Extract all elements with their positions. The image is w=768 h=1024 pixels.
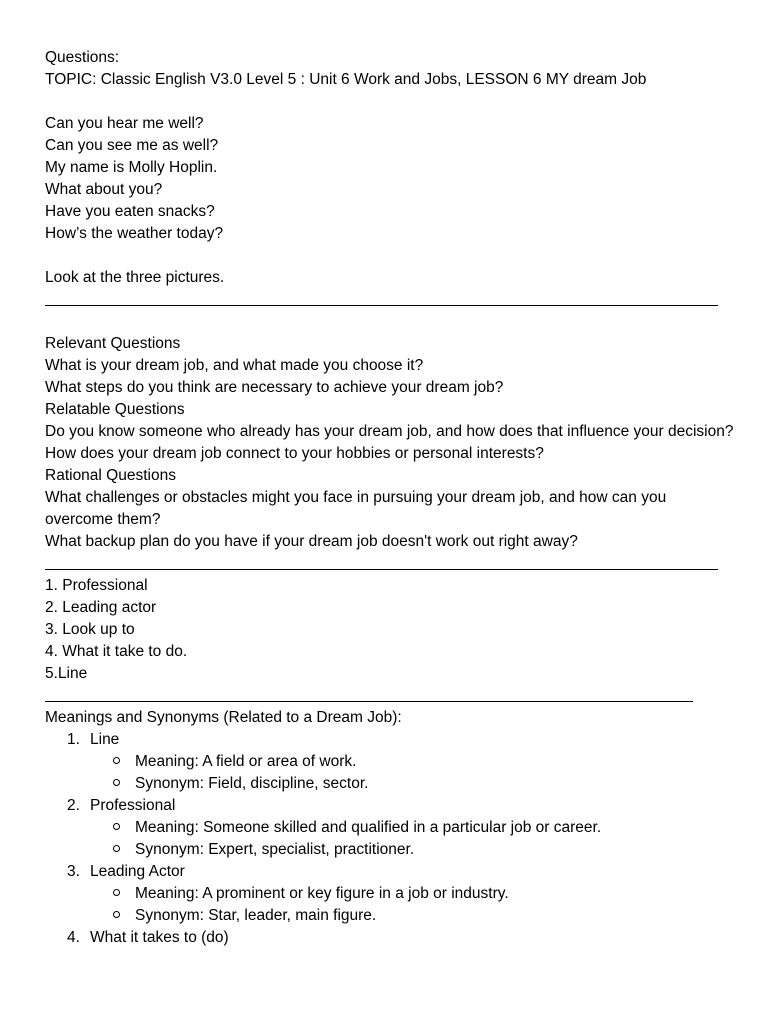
horizontal-rule: [45, 289, 718, 311]
vocab-item: 4. What it take to do.: [45, 643, 188, 660]
meaning-bullet: [45, 817, 735, 839]
meaning-bullet: [45, 751, 735, 773]
relatable-question: How does your dream job connect to your hobbies or personal interests?: [45, 445, 544, 462]
relatable-questions-heading: Relatable Questions: [45, 401, 185, 418]
questions-label: Questions:: [45, 49, 120, 66]
term-label: Line: [90, 731, 120, 748]
meaning-bullet: [45, 883, 735, 905]
warmup-question: Have you eaten snacks?: [45, 203, 215, 220]
meaning-term-item: [45, 861, 735, 883]
relevant-question: What is your dream job, and what made you choose it?: [45, 357, 424, 374]
meaning-term-item: [45, 729, 735, 751]
meaning-text: Meaning: A field or area of work.: [135, 753, 357, 770]
warmup-question: How’s the weather today?: [45, 225, 224, 242]
warmup-question: My name is Molly Hoplin.: [45, 159, 218, 176]
circle-bullet-icon: [113, 889, 120, 896]
item-number: 3.: [67, 863, 80, 880]
item-number: 4.: [67, 929, 80, 946]
term-label: Leading Actor: [90, 863, 185, 880]
synonym-text: Synonym: Field, discipline, sector.: [135, 775, 369, 792]
vocab-item: 1. Professional: [45, 577, 148, 594]
meaning-term-item: [45, 927, 735, 949]
warmup-question: Can you hear me well?: [45, 115, 204, 132]
circle-bullet-icon: [113, 757, 120, 764]
meaning-text: Meaning: A prominent or key figure in a job or industry.: [135, 885, 509, 902]
spacer: [45, 311, 735, 333]
meanings-heading: Meanings and Synonyms (Related to a Dream Job):: [45, 709, 402, 726]
document-page: [45, 47, 735, 949]
horizontal-rule: [45, 553, 718, 575]
horizontal-rule: [45, 685, 693, 707]
warmup-question: Can you see me as well?: [45, 137, 219, 154]
item-number: 2.: [67, 797, 80, 814]
circle-bullet-icon: [113, 845, 120, 852]
rational-question: What challenges or obstacles might you face in pursuing your dream job, and how can you overcome them?: [45, 489, 667, 528]
rational-questions-heading: Rational Questions: [45, 467, 176, 484]
meaning-term-item: [45, 795, 735, 817]
vocab-item: 2. Leading actor: [45, 599, 157, 616]
meaning-text: Meaning: Someone skilled and qualified in a particular job or career.: [135, 819, 602, 836]
circle-bullet-icon: [113, 823, 120, 830]
vocab-item: 5.Line: [45, 665, 88, 682]
relatable-question: Do you know someone who already has your dream job, and how does that influence your decision?: [45, 423, 734, 440]
vocab-item: 3. Look up to: [45, 621, 135, 638]
synonym-bullet: [45, 839, 735, 861]
synonym-text: Synonym: Star, leader, main figure.: [135, 907, 377, 924]
circle-bullet-icon: [113, 911, 120, 918]
warmup-question: What about you?: [45, 181, 163, 198]
term-label: What it takes to (do): [90, 929, 229, 946]
relevant-question: What steps do you think are necessary to achieve your dream job?: [45, 379, 504, 396]
rational-question: What backup plan do you have if your dream job doesn't work out right away?: [45, 533, 578, 550]
synonym-bullet: [45, 905, 735, 927]
pictures-prompt: Look at the three pictures.: [45, 269, 225, 286]
relevant-questions-heading: Relevant Questions: [45, 335, 181, 352]
synonym-bullet: [45, 773, 735, 795]
term-label: Professional: [90, 797, 176, 814]
synonym-text: Synonym: Expert, specialist, practitioner.: [135, 841, 415, 858]
spacer: [45, 91, 735, 113]
item-number: 1.: [67, 731, 80, 748]
circle-bullet-icon: [113, 779, 120, 786]
spacer: [45, 245, 735, 267]
topic-line: TOPIC: Classic English V3.0 Level 5 : Unit 6 Work and Jobs, LESSON 6 MY dream Job: [45, 71, 647, 88]
